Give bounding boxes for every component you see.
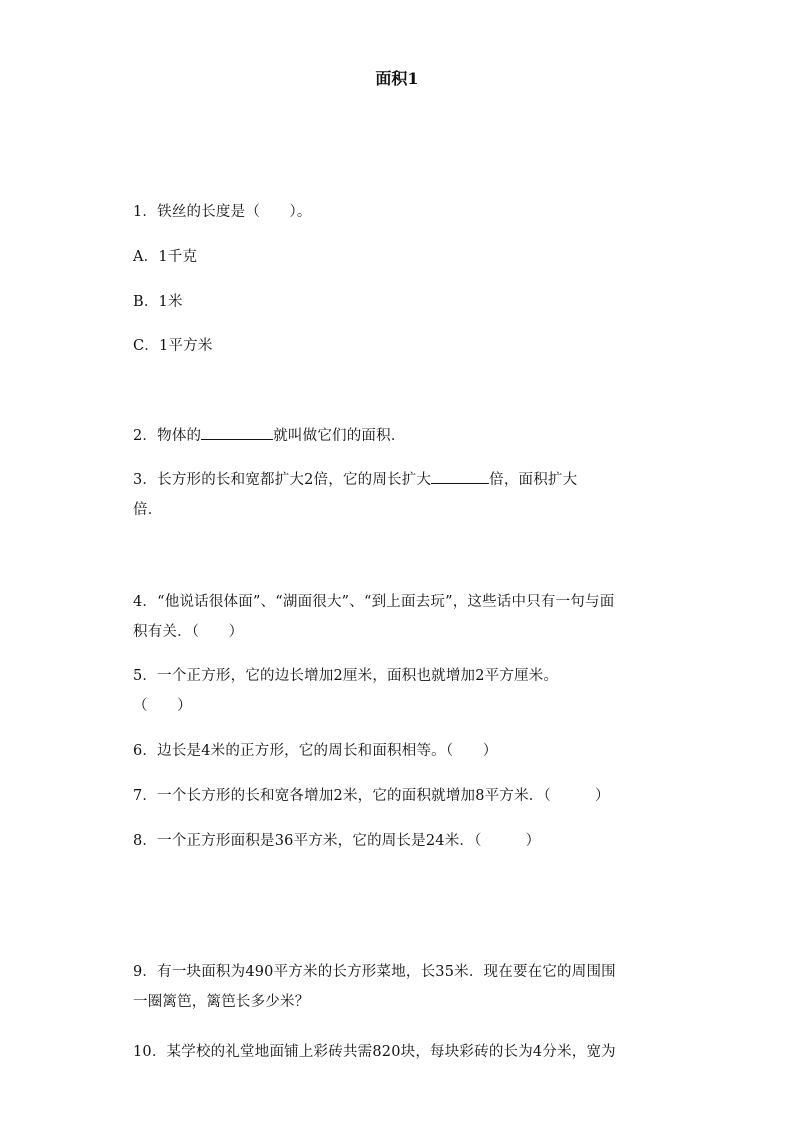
q2-fill-blank [201,425,273,440]
question-2 [133,424,406,445]
question-3-line2: 倍． [133,502,163,518]
question-7: 7．一个长方形的长和宽各增加2米，它的面积就增加8平方米．（ ） [133,788,610,804]
q1-option-a: A．1千克 [133,249,198,265]
q1-option-c: C．1平方米 [133,338,213,354]
page-title: 面积1 [375,69,419,88]
question-9-line2: 一圈篱笆，篱笆长多少米？ [133,994,310,1010]
question-5: 5．一个正方形，它的边长增加2厘米，面积也就增加2平方厘米。 [133,668,559,684]
question-5-line2: （ ） [133,698,192,714]
question-3 [133,468,577,489]
q3-fill-blank [431,469,489,484]
question-10: 10．某学校的礼堂地面铺上彩砖共需820块，每块彩砖的长为4分米，宽为 [133,1044,616,1060]
q2-text-before: 2．物体的 [133,428,202,444]
q1-option-b: B．1米 [133,294,183,310]
question-4: 4．“他说话很体面”、“湖面很大”、“到上面去玩”，这些话中只有一句与面 [133,594,615,610]
question-6: 6．边长是4米的正方形，它的周长和面积相等。（ ） [133,743,498,759]
q3-text-after: 倍，面积扩大 [489,472,578,488]
question-9: 9．有一块面积为490平方米的长方形菜地，长35米．现在要在它的周围围 [133,964,616,980]
q2-text-after: 就叫做它们的面积． [273,428,406,444]
question-8: 8．一个正方形面积是36平方米，它的周长是24米．（ ） [133,833,541,849]
question-4-line2: 积有关．（ ） [133,624,244,640]
q3-text-before: 3．长方形的长和宽都扩大2倍，它的周长扩大 [133,472,432,488]
question-1: 1．铁丝的长度是（ ）。 [133,204,312,220]
